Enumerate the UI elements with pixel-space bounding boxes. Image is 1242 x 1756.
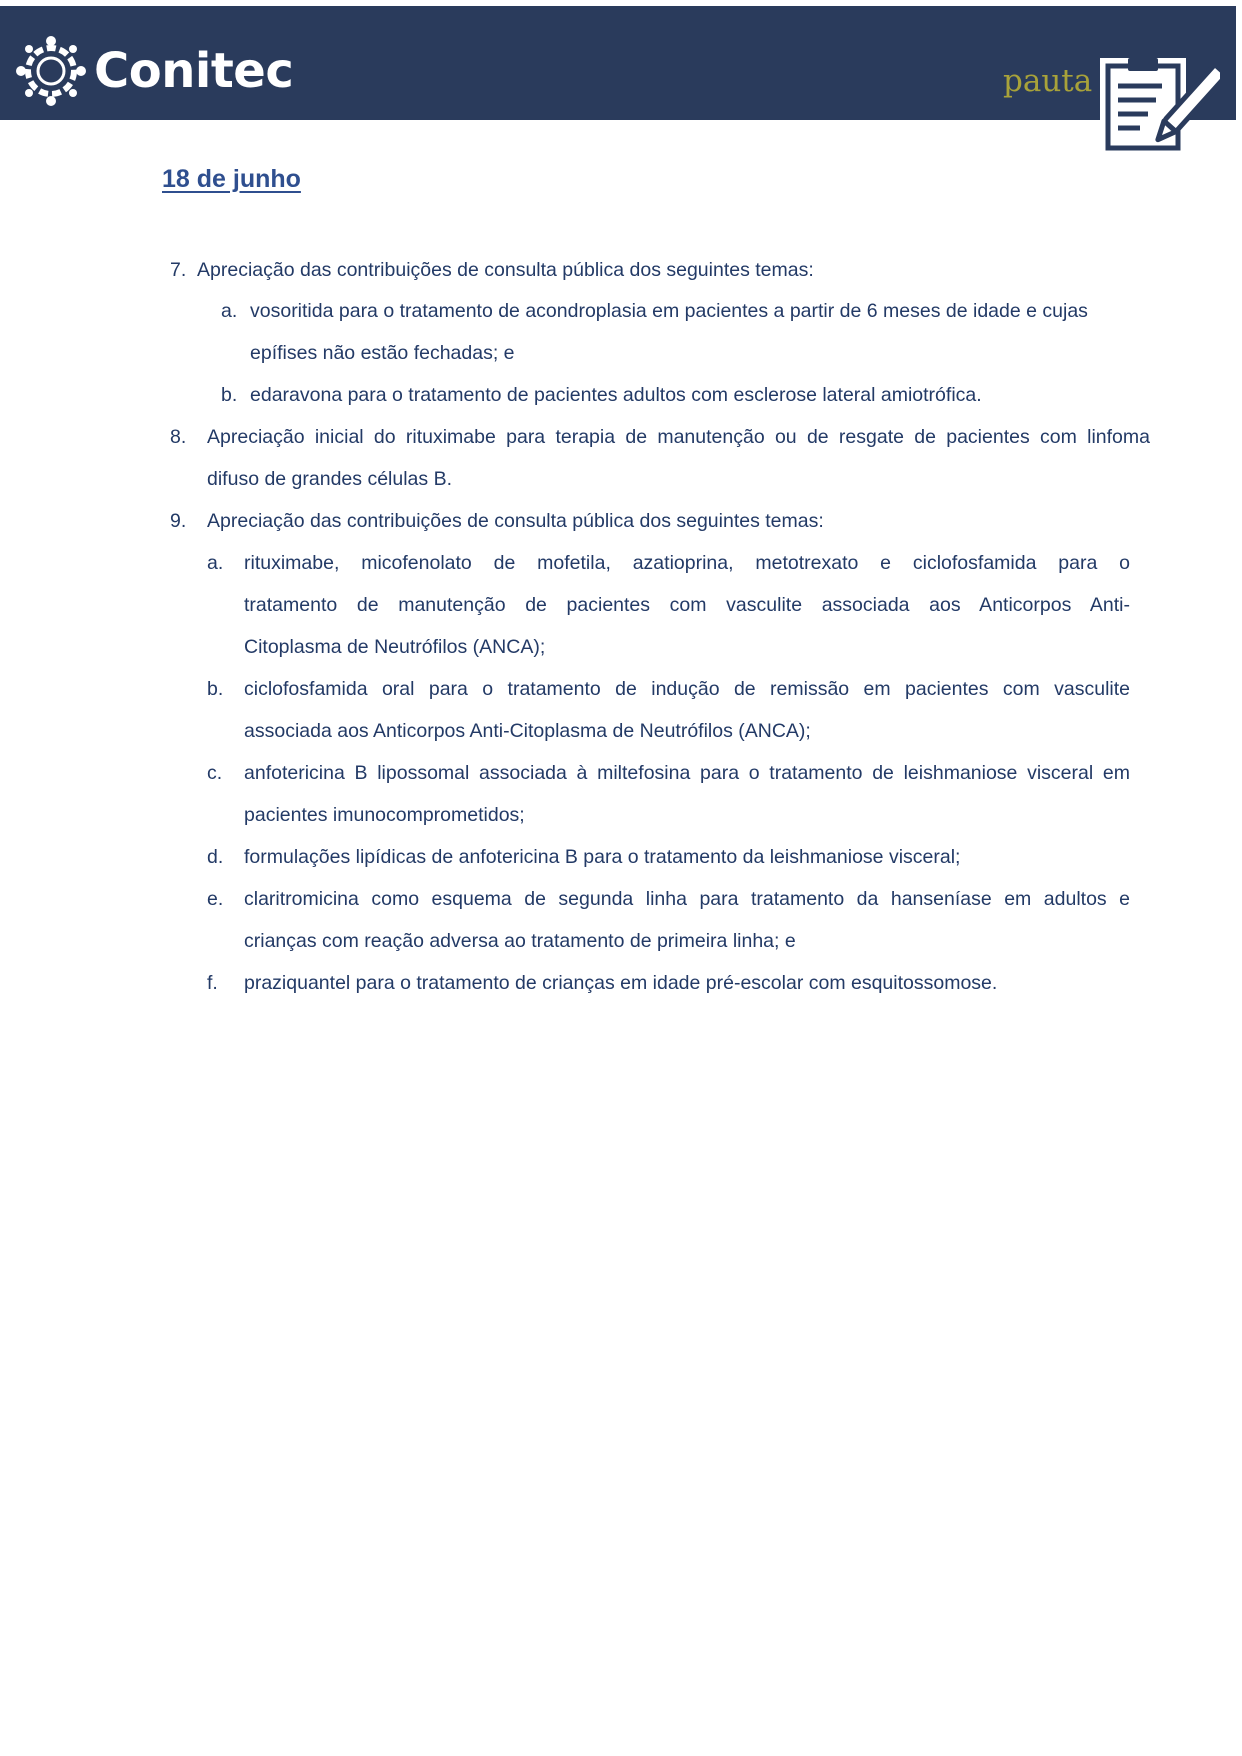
subitem-text: Citoplasma de Neutrófilos (ANCA); xyxy=(244,636,546,658)
subitem-text: pacientes imunocomprometidos; xyxy=(244,804,525,826)
conitec-logo[interactable] xyxy=(16,36,293,106)
conitec-logo-icon xyxy=(16,36,86,106)
subitem-text: vosoritida para o tratamento de acondroplasia em pacientes a partir de 6 meses de idade e cujas xyxy=(250,300,1088,322)
item-number: 8. xyxy=(170,426,187,448)
header-bar xyxy=(0,6,1236,120)
clipboard-pencil-icon xyxy=(1098,52,1220,160)
subitem-text: associada aos Anticorpos Anti-Citoplasma de Neutrófilos (ANCA); xyxy=(244,720,811,742)
subitem-text: epífises não estão fechadas; e xyxy=(250,342,515,364)
subitem-letter: e. xyxy=(207,888,224,910)
subitem-letter: c. xyxy=(207,762,223,784)
subitem-text: claritromicina como esquema de segunda linha para tratamento da hanseníase em adultos e xyxy=(244,888,1130,910)
item-text: Apreciação das contribuições de consulta pública dos seguintes temas: xyxy=(197,259,814,281)
subitem-text: edaravona para o tratamento de pacientes adultos com esclerose lateral amiotrófica. xyxy=(250,384,982,406)
section-label: pauta xyxy=(1003,63,1093,99)
subitem-letter: f. xyxy=(207,972,218,994)
subitem-text: rituximabe, micofenolato de mofetila, azatioprina, metotrexato e ciclofosfamida para o xyxy=(244,552,1130,574)
item-text: difuso de grandes células B. xyxy=(207,468,452,490)
subitem-text: crianças com reação adversa ao tratamento de primeira linha; e xyxy=(244,930,796,952)
subitem-letter: a. xyxy=(207,552,224,574)
item-text: Apreciação das contribuições de consulta pública dos seguintes temas: xyxy=(207,510,824,532)
subitem-text: praziquantel para o tratamento de crianças em idade pré-escolar com esquitossomose. xyxy=(244,972,998,994)
subitem-text: ciclofosfamida oral para o tratamento de indução de remissão em pacientes com vasculite xyxy=(244,678,1130,700)
subitem-text: anfotericina B lipossomal associada à miltefosina para o tratamento de leishmaniose visceral em xyxy=(244,762,1130,784)
subitem-letter: d. xyxy=(207,846,224,868)
subitem-letter: b. xyxy=(207,678,224,700)
subitem-text: formulações lipídicas de anfotericina B para o tratamento da leishmaniose visceral; xyxy=(244,846,961,868)
item-number: 7. xyxy=(170,259,187,281)
subitem-text: tratamento de manutenção de pacientes com vasculite associada aos Anticorpos Anti- xyxy=(244,594,1130,616)
subitem-letter: b. xyxy=(221,384,238,406)
item-text: Apreciação inicial do rituximabe para terapia de manutenção ou de resgate de pacientes com linfoma xyxy=(207,426,1150,448)
brand-name: Conitec xyxy=(94,43,294,99)
date-heading: 18 de junho xyxy=(162,165,301,193)
item-number: 9. xyxy=(170,510,187,532)
subitem-letter: a. xyxy=(221,300,238,322)
